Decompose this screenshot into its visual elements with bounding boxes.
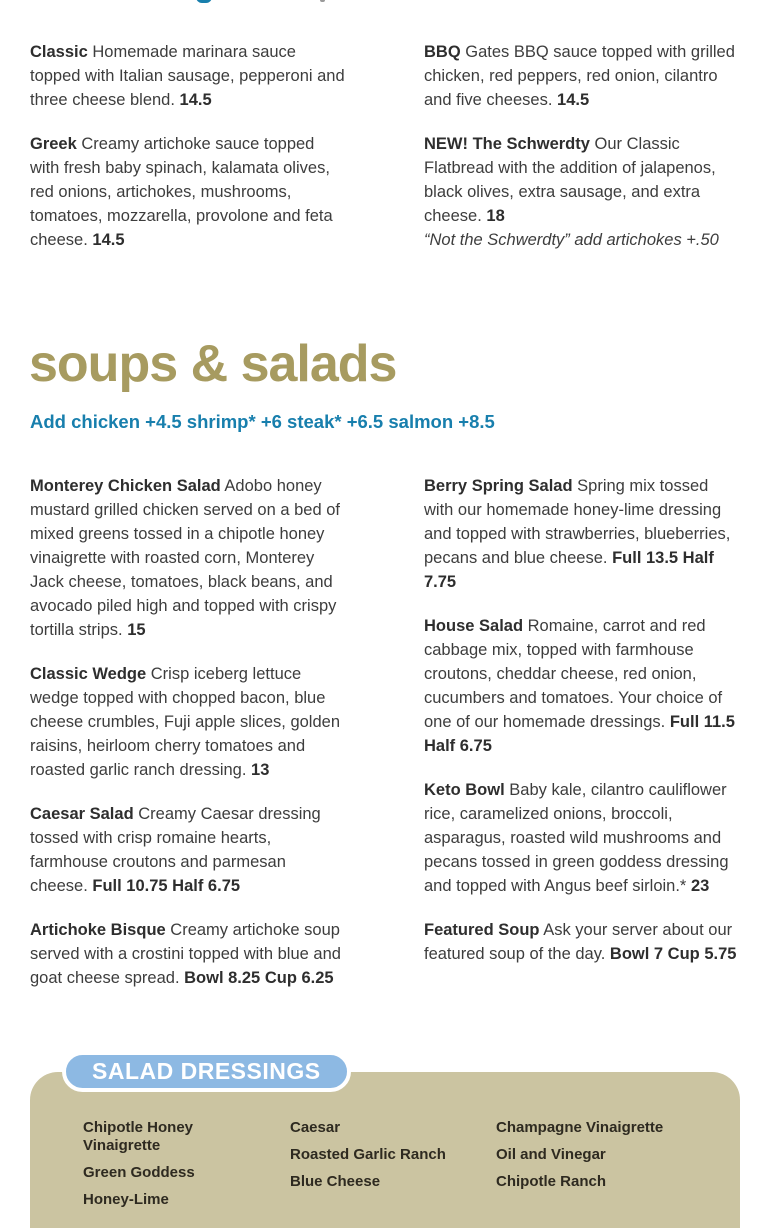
item-name: BBQ [424, 43, 461, 61]
item-name: Monterey Chicken Salad [30, 477, 221, 495]
salads-left-column [30, 474, 346, 1010]
flatbreads-section [30, 40, 740, 272]
item-description: Baby kale, cilantro cauliflower rice, caramelized onions, broccoli, asparagus, roasted wild mushrooms and pecans tossed in green goddess dressing and topped with Angus beef sirloin.* [424, 781, 729, 895]
salad-dressings-list [83, 1119, 723, 1218]
item-name: NEW! The Schwerdty [424, 135, 590, 153]
dressing-item: Chipotle Ranch [496, 1173, 607, 1190]
item-price: 23 [690, 877, 710, 895]
item-price: 13 [251, 761, 270, 779]
item-name: Artichoke Bisque [30, 921, 166, 939]
menu-item-monterey-chicken-salad [30, 474, 346, 642]
item-description: Adobo honey mustard grilled chicken served on a bed of mixed greens tossed in a chipotle honey vinaigrette with roasted corn, Monterey Jack cheese, tomatoes, black beans, and avocado piled high and topped with crispy tortilla strips. [30, 477, 341, 639]
cutoff-text-remnant-blue [196, 0, 212, 3]
menu-item-keto-bowl [424, 778, 740, 898]
flatbreads-left-column [30, 40, 346, 272]
item-price: 15 [127, 621, 146, 639]
item-name: Greek [30, 135, 77, 153]
menu-item-featured-soup [424, 918, 740, 966]
item-description: Our Classic Flatbread with the addition of jalapenos, black olives, extra sausage, and extra cheese. [424, 135, 716, 225]
cutoff-text-remnant-gray [320, 0, 325, 2]
section-addons-line: Add chicken +4.5 shrimp* +6 steak* +6.5 salmon +8.5 [30, 411, 495, 432]
item-description: Spring mix tossed with our homemade honey-lime dressing and topped with strawberries, blueberries, pecans and blue cheese. [424, 477, 731, 567]
salads-right-column [424, 474, 740, 1010]
item-description: Ask your server about our featured soup of the day. [424, 921, 733, 963]
item-description: Romaine, carrot and red cabbage mix, topped with farmhouse croutons, cheddar cheese, red onion, cucumbers and tomatoes. Your choice of one of our homemade dressings. [424, 617, 723, 731]
item-description: Crisp iceberg lettuce wedge topped with chopped bacon, blue cheese crumbles, Fuji apple slices, golden raisins, heirloom cherry tomatoes and roasted garlic ranch dressing. [30, 665, 340, 779]
item-description: Creamy artichoke soup served with a crostini topped with blue and goat cheese spread. [30, 921, 341, 987]
menu-item-bbq [424, 40, 740, 112]
dressing-item: Blue Cheese [290, 1173, 381, 1190]
item-name: House Salad [424, 617, 524, 635]
menu-item-caesar-salad [30, 802, 346, 898]
dressings-column-2 [290, 1119, 496, 1218]
item-price: 18 [486, 207, 505, 225]
dressing-item: Caesar [290, 1119, 341, 1136]
item-price: Full 13.5 Half 7.75 [424, 549, 714, 591]
menu-item-classic-wedge [30, 662, 346, 782]
dressing-item: Roasted Garlic Ranch [290, 1146, 446, 1163]
menu-item-classic [30, 40, 346, 112]
item-price: Full 11.5 Half 6.75 [424, 713, 735, 755]
dressings-column-1 [83, 1119, 290, 1218]
menu-item-berry-spring-salad [424, 474, 740, 594]
item-name: Berry Spring Salad [424, 477, 573, 495]
item-description: Creamy Caesar dressing tossed with crisp romaine hearts, farmhouse croutons and parmesan cheese. [30, 805, 321, 895]
section-title-soups-salads: soups & salads [29, 335, 397, 393]
menu-item-greek [30, 132, 346, 252]
menu-item-note: “Not the Schwerdty” add artichokes +.50 [424, 231, 719, 249]
item-description: Homemade marinara sauce topped with Italian sausage, pepperoni and three cheese blend. [30, 43, 345, 109]
dressing-item: Chipotle Honey Vinaigrette [83, 1119, 194, 1154]
menu-item-house-salad [424, 614, 740, 758]
item-name: Caesar Salad [30, 805, 134, 823]
item-name: Keto Bowl [424, 781, 505, 799]
dressings-column-3 [496, 1119, 723, 1218]
menu-item-artichoke-bisque [30, 918, 346, 990]
salads-section [30, 474, 740, 1010]
menu-item-schwerdty [424, 132, 740, 228]
salad-dressings-badge: SALAD DRESSINGS [62, 1051, 351, 1092]
item-name: Featured Soup [424, 921, 540, 939]
item-description: Creamy artichoke sauce topped with fresh baby spinach, kalamata olives, red onions, artichokes, mushrooms, tomatoes, mozzarella, provolone and feta cheese. [30, 135, 333, 249]
item-name: Classic [30, 43, 88, 61]
item-price: Bowl 7 Cup 5.75 [609, 945, 737, 963]
item-price: 14.5 [557, 91, 590, 109]
dressing-item: Honey-Lime [83, 1191, 169, 1208]
dressing-item: Green Goddess [83, 1164, 195, 1181]
item-name: Classic Wedge [30, 665, 147, 683]
item-price: 14.5 [179, 91, 212, 109]
item-price: 14.5 [92, 231, 125, 249]
item-description: Gates BBQ sauce topped with grilled chicken, red peppers, red onion, cilantro and five cheeses. [424, 43, 735, 109]
item-price: Bowl 8.25 Cup 6.25 [184, 969, 334, 987]
flatbreads-right-column [424, 40, 740, 272]
item-price: Full 10.75 Half 6.75 [92, 877, 241, 895]
dressing-item: Champagne Vinaigrette [496, 1119, 664, 1136]
dressing-item: Oil and Vinegar [496, 1146, 606, 1163]
